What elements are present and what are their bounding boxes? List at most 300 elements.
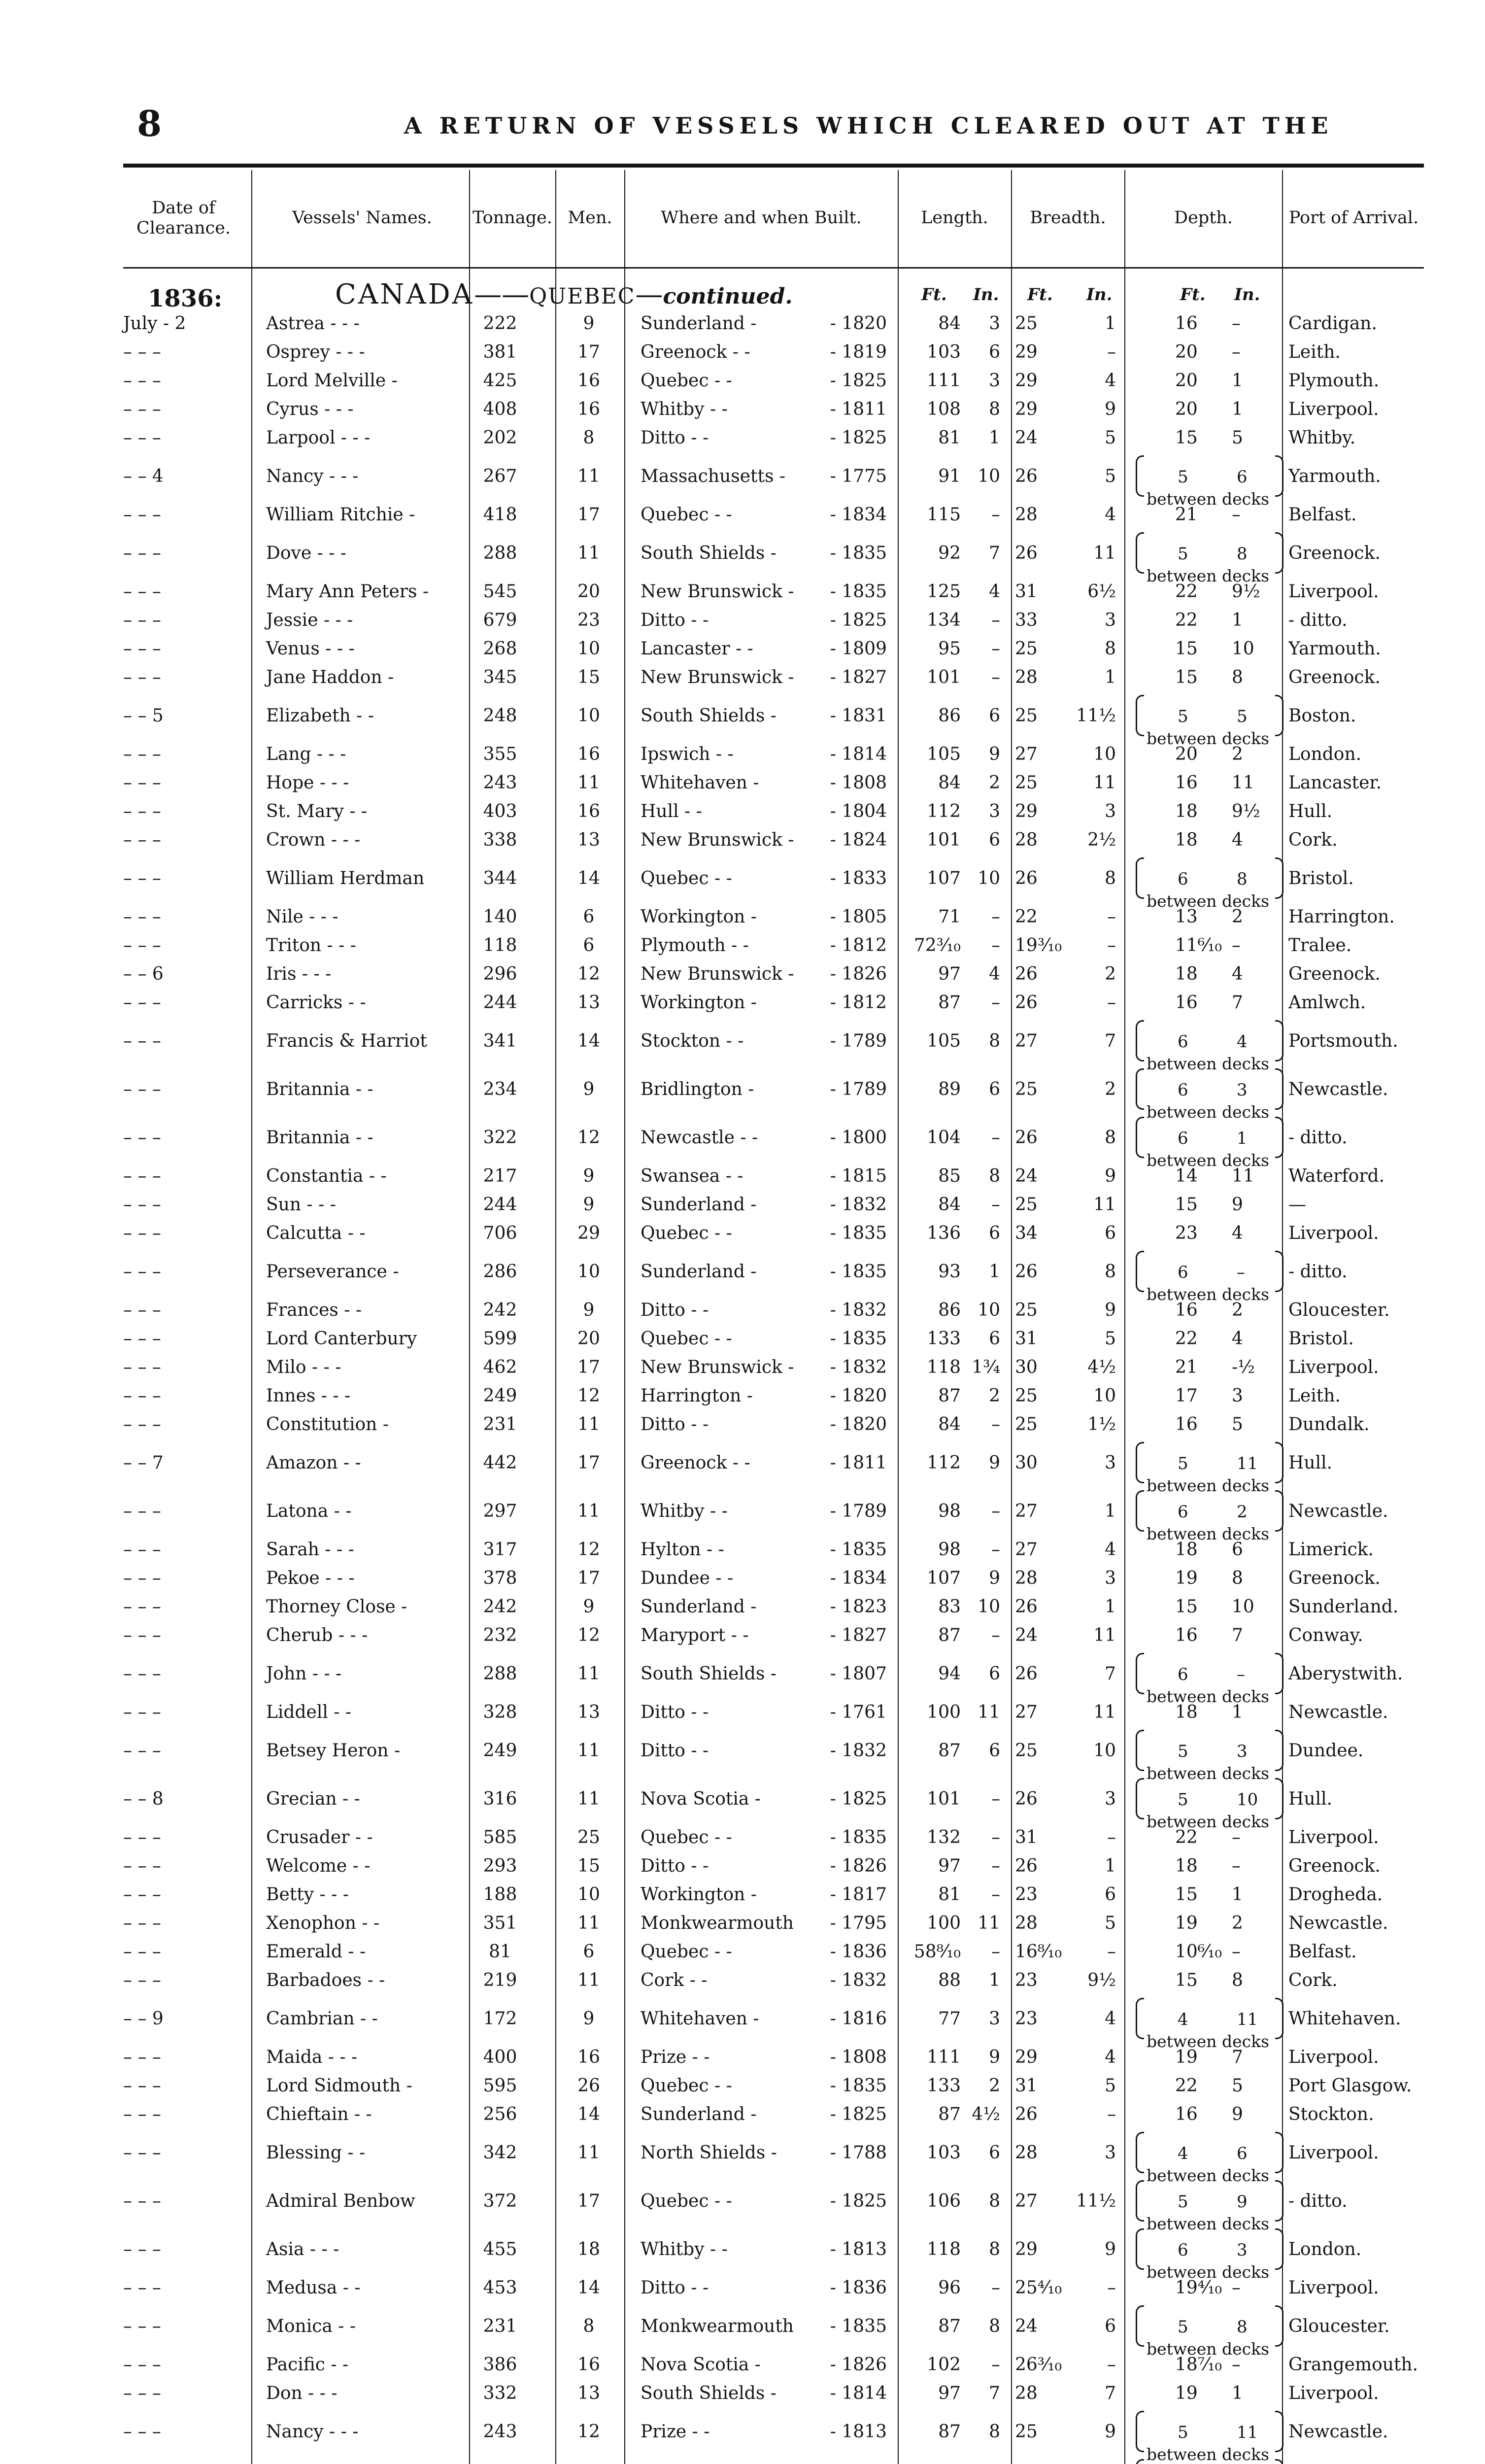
clearance-date: – – – [123, 1913, 161, 1933]
clearance-date: – – – [123, 638, 161, 659]
brace-right [1275, 2459, 1283, 2464]
section-canada: CANADA [335, 278, 474, 310]
tonnage: 249 [483, 1385, 517, 1406]
vessel-name: Crusader - - [266, 1827, 373, 1848]
between-decks-label: between decks [1147, 1763, 1270, 1783]
depth-between-decks [1136, 453, 1283, 509]
tonnage: 545 [483, 581, 517, 602]
depth-ft: 13 [1175, 906, 1198, 927]
breadth-in: 7 [1105, 2383, 1116, 2403]
length-ft: 101 [927, 667, 961, 687]
length-ft: 103 [927, 2142, 961, 2163]
build-place: Maryport - - [641, 1625, 749, 1645]
clearance-date: – – – [123, 667, 161, 687]
build-place: Quebec - - [641, 504, 732, 525]
between-decks-label: between decks [1147, 489, 1270, 509]
build-place: Cork - - [641, 1970, 708, 1990]
length-ft: 87 [938, 2316, 961, 2336]
port-of-arrival: Gloucester. [1288, 1300, 1390, 1320]
depth-between-decks [1136, 2457, 1283, 2464]
vessel-name: Betty - - - [266, 1884, 349, 1905]
between-decks-label: between decks [1147, 2339, 1270, 2359]
breadth-in: – [1107, 1941, 1116, 1962]
crew-count: 16 [577, 399, 600, 419]
length-in: 9 [989, 1568, 1000, 1588]
tonnage: 267 [483, 466, 517, 486]
depth-in: 6 [1237, 2144, 1248, 2163]
crew-count: 12 [577, 963, 600, 984]
build-year: - 1826 [830, 963, 887, 984]
clearance-date: – – – [123, 1827, 161, 1848]
build-year: - 1835 [830, 581, 887, 602]
build-place: Quebec - - [641, 1941, 732, 1962]
crew-count: 11 [577, 2142, 600, 2163]
length-in: 10 [978, 868, 1000, 889]
breadth-in: – [1107, 906, 1116, 927]
table-row [0, 1326, 1485, 1351]
depth-in: 5 [1232, 1414, 1243, 1435]
brace-right [1275, 1730, 1283, 1771]
clearance-date: – – – [123, 2075, 161, 2096]
crew-count: 16 [577, 2047, 600, 2067]
brace-left [1136, 1653, 1144, 1694]
breadth-in: – [1107, 342, 1116, 362]
depth-ft: 15 [1175, 427, 1198, 448]
breadth-in: 6 [1105, 1884, 1116, 1905]
breadth-in: – [1107, 2277, 1116, 2298]
vessel-name: Liddell - - [266, 1702, 352, 1722]
build-year: - 1835 [830, 1223, 887, 1243]
port-of-arrival: Liverpool. [1288, 399, 1379, 419]
table-row [0, 1383, 1485, 1408]
depth-in: – [1232, 342, 1241, 362]
clearance-date: – – 5 [123, 705, 164, 726]
vessel-name [266, 2457, 463, 2464]
build-year: - 1835 [830, 543, 887, 563]
table-row [0, 798, 1485, 824]
breadth-ft: 24 [1015, 2316, 1038, 2336]
vessel-name: Admiral Benbow [266, 2190, 415, 2211]
length-ft: 89 [938, 1079, 961, 1099]
header-tonnage: Tonnage. [472, 208, 552, 228]
build-place: New Brunswick - [641, 829, 794, 850]
vessel-name: William Herdman [266, 868, 425, 889]
depth-ft: 5 [1178, 2423, 1188, 2442]
crew-count: 11 [577, 1663, 600, 1684]
clearance-date: – – – [123, 1596, 161, 1617]
clearance-date: – – 9 [123, 2008, 164, 2029]
crew-count: 9 [583, 1300, 595, 1320]
build-place: Ditto - - [641, 1300, 709, 1320]
tonnage: 706 [483, 1223, 517, 1243]
unit-breadth-in: In. [1086, 285, 1113, 305]
vessel-name: Constantia - - [266, 1165, 387, 1186]
vessel-name: Lang - - - [266, 744, 346, 764]
crew-count: 11 [577, 1501, 600, 1521]
table-row [0, 2457, 1485, 2464]
crew-count: 10 [577, 1884, 600, 1905]
breadth-ft: 26 [1015, 2104, 1038, 2124]
crew-count: 12 [577, 1127, 600, 1148]
depth-in: 4 [1232, 963, 1243, 984]
port-of-arrival: Yarmouth. [1288, 466, 1381, 486]
table-row [0, 1699, 1485, 1725]
breadth-in: 5 [1105, 2075, 1116, 2096]
clearance-date: – – – [123, 1625, 161, 1645]
clearance-date: – – – [123, 1855, 161, 1876]
depth-in: – [1232, 313, 1241, 334]
between-decks-label: between decks [1147, 891, 1270, 911]
depth-ft: 6 [1178, 869, 1188, 889]
breadth-in: 1 [1105, 667, 1116, 687]
depth-in: 1 [1237, 1129, 1248, 1148]
tonnage: 595 [483, 2075, 517, 2096]
build-year: - 1835 [830, 1539, 887, 1560]
length-in: – [991, 2277, 1000, 2298]
tonnage: 322 [483, 1127, 517, 1148]
tonnage: 249 [483, 1740, 517, 1761]
brace-left [1136, 2180, 1144, 2222]
crew-count: 13 [577, 829, 600, 850]
length-ft: 91 [938, 466, 961, 486]
crew-count: 11 [577, 466, 600, 486]
build-year: - 1804 [830, 801, 887, 821]
breadth-ft: 26 [1015, 1261, 1038, 1282]
build-place: Greenock - - [641, 1452, 750, 1473]
length-ft: 112 [927, 1452, 961, 1473]
length-in: 7 [989, 2383, 1000, 2403]
tonnage: 244 [483, 992, 517, 1013]
depth-ft: 6 [1178, 1263, 1188, 1282]
build-place: New Brunswick - [641, 667, 794, 687]
length-ft: 87 [938, 992, 961, 1013]
crew-count: 15 [577, 667, 600, 687]
length-ft: 84 [938, 1414, 961, 1435]
breadth-in: – [1107, 935, 1116, 956]
length-ft: 87 [938, 2104, 961, 2124]
build-year: - 1832 [830, 1970, 887, 1990]
clearance-date: – – – [123, 906, 161, 927]
crew-count: 18 [577, 2239, 600, 2259]
length-ft: 118 [927, 2239, 961, 2259]
port-of-arrival: Liverpool. [1288, 2383, 1379, 2403]
depth-in: 7 [1232, 2047, 1243, 2067]
depth-in: 5 [1232, 427, 1243, 448]
table-row [0, 1115, 1485, 1170]
breadth-in: 8 [1105, 638, 1116, 659]
table-row [0, 1882, 1485, 1907]
breadth-in: 10 [1093, 1385, 1116, 1406]
tonnage: 231 [483, 2316, 517, 2336]
depth-ft: 6 [1178, 1502, 1188, 1522]
length-ft: 97 [938, 963, 961, 984]
crew-count: 9 [583, 313, 595, 334]
crew-count: 17 [577, 342, 600, 362]
depth-ft: 6 [1178, 1080, 1188, 1100]
depth-ft: 19 [1175, 2047, 1198, 2067]
breadth-ft: 27 [1015, 1539, 1038, 1560]
tonnage: 403 [483, 801, 517, 821]
vessel-name: William Ritchie - [266, 504, 415, 525]
tonnage: 418 [483, 504, 517, 525]
unit-depth-in: In. [1234, 285, 1260, 305]
clearance-date: – – – [123, 2142, 161, 2163]
brace-left [1136, 2411, 1144, 2452]
vessel-name: Sun - - - [266, 1194, 336, 1215]
depth-ft: 6 [1178, 1032, 1188, 1052]
length-in: 6 [989, 1663, 1000, 1684]
brace-left [1136, 2459, 1144, 2464]
build-place: Prize - - [641, 2421, 710, 2442]
crew-count: 16 [577, 2354, 600, 2375]
crew-count: 14 [577, 1030, 600, 1051]
table-row [0, 502, 1485, 527]
length-in: 8 [989, 2316, 1000, 2336]
build-year: - 1825 [830, 370, 887, 391]
port-of-arrival: - ditto. [1288, 1261, 1348, 1282]
breadth-in: 11 [1093, 1702, 1116, 1722]
table-row [0, 2226, 1485, 2282]
depth-ft: 6 [1178, 2240, 1188, 2260]
length-ft: 87 [938, 2421, 961, 2442]
top-rule [123, 164, 1424, 168]
table-row [0, 1297, 1485, 1323]
table-row [0, 1651, 1485, 1706]
breadth-ft: 29 [1015, 342, 1038, 362]
breadth-ft: 26 [1015, 1788, 1038, 1809]
build-year: - 1815 [830, 1165, 887, 1186]
port-of-arrival: Hull. [1288, 801, 1333, 821]
clearance-date: – – 8 [123, 1788, 164, 1809]
table-row [0, 1824, 1485, 1850]
length-in: 4 [989, 581, 1000, 602]
build-year: - 1832 [830, 1194, 887, 1215]
build-place: Ditto - - [641, 2277, 709, 2298]
length-ft: 105 [927, 744, 961, 764]
tonnage: 222 [483, 313, 517, 334]
breadth-ft: 25 [1015, 1300, 1038, 1320]
crew-count: 17 [577, 1452, 600, 1473]
build-year: - 1809 [830, 638, 887, 659]
breadth-in: 1 [1105, 1501, 1116, 1521]
vessel-name: Constitution - [266, 1414, 389, 1435]
clearance-date: – – – [123, 1501, 161, 1521]
build-place: Quebec - - [641, 868, 732, 889]
between-decks-label: between decks [1147, 2262, 1270, 2282]
depth-ft: 22 [1175, 581, 1198, 602]
brace-right [1275, 1442, 1283, 1483]
header-vessel-name: Vessels' Names. [292, 208, 432, 228]
section-quebec: QUEBEC [529, 284, 636, 309]
clearance-date: – – – [123, 1941, 161, 1962]
build-place: Hylton - - [641, 1539, 724, 1560]
depth-between-decks [1136, 693, 1283, 748]
tonnage: 442 [483, 1452, 517, 1473]
vessel-name: Grecian - - [266, 1788, 360, 1809]
crew-count: 17 [577, 1568, 600, 1588]
port-of-arrival: Portsmouth. [1288, 1030, 1398, 1051]
crew-count: 6 [583, 1941, 595, 1962]
depth-in: 9 [1237, 2192, 1248, 2212]
breadth-in: 3 [1105, 2142, 1116, 2163]
table-row [0, 1910, 1485, 1936]
breadth-ft: 25 [1015, 313, 1038, 334]
clearance-date: – – – [123, 610, 161, 630]
depth-in: 11 [1232, 1165, 1254, 1186]
table-row [0, 1537, 1485, 1562]
vessel-name: Mary Ann Peters - [266, 581, 429, 602]
port-of-arrival: Grangemouth. [1288, 2354, 1418, 2375]
depth-ft: 17 [1175, 1385, 1198, 1406]
breadth-in: 5 [1105, 427, 1116, 448]
depth-ft: 16 [1175, 313, 1198, 334]
table-row [0, 1967, 1485, 1993]
breadth-ft: 26 [1015, 992, 1038, 1013]
crew-count: 11 [577, 1788, 600, 1809]
clearance-date: – – – [123, 2383, 161, 2403]
breadth-in: 11 [1093, 1194, 1116, 1215]
depth-ft: 19 [1175, 1568, 1198, 1588]
table-row [0, 1488, 1485, 1543]
vessel-name: Britannia - - [266, 1079, 373, 1099]
depth-ft: 5 [1178, 707, 1188, 726]
table-row [0, 1622, 1485, 1648]
depth-in: 7 [1232, 992, 1243, 1013]
tonnage: 332 [483, 2383, 517, 2403]
vessel-name: Larpool - - - [266, 427, 371, 448]
depth-in: 11 [1237, 2423, 1258, 2442]
build-place: South Shields - [641, 543, 776, 563]
build-place: Quebec - - [641, 1223, 732, 1243]
build-place: Sunderland - [641, 1596, 757, 1617]
port-of-arrival: Port Glasgow. [1288, 2075, 1412, 2096]
depth-ft: 15 [1175, 1884, 1198, 1905]
length-in: – [991, 610, 1000, 630]
table-row [0, 2380, 1485, 2406]
depth-in: 8 [1237, 2317, 1248, 2337]
crew-count: 16 [577, 370, 600, 391]
length-in: 7 [989, 543, 1000, 563]
depth-in: 2 [1232, 906, 1243, 927]
breadth-ft: 26 [1015, 543, 1038, 563]
breadth-in: 11 [1093, 543, 1116, 563]
clearance-date: – – – [123, 772, 161, 793]
depth-in: 8 [1237, 869, 1248, 889]
breadth-in: 11½ [1076, 705, 1116, 726]
depth-in: – [1237, 1263, 1245, 1282]
vessel-name: Frances - - [266, 1300, 362, 1320]
breadth-ft: 34 [1015, 1223, 1038, 1243]
depth-ft: 16 [1175, 1300, 1198, 1320]
vessel-name: Welcome - - [266, 1855, 371, 1876]
length-ft: 125 [927, 581, 961, 602]
length-in: – [991, 1501, 1000, 1521]
length-ft: 84 [938, 313, 961, 334]
crew-count: 12 [577, 1385, 600, 1406]
port-of-arrival: Newcastle. [1288, 1702, 1388, 1722]
breadth-ft: 26 [1015, 1663, 1038, 1684]
build-year: - 1831 [830, 705, 887, 726]
crew-count: 9 [583, 1079, 595, 1099]
depth-in: 11 [1237, 1454, 1258, 1473]
tonnage: 243 [483, 2421, 517, 2442]
brace-right [1275, 2228, 1283, 2270]
breadth-ft: 25 [1015, 2421, 1038, 2442]
build-place: Ditto - - [641, 1414, 709, 1435]
table-row [0, 1440, 1485, 1495]
crew-count: 17 [577, 1357, 600, 1377]
vessel-name: Monica - - [266, 2316, 356, 2336]
depth-between-decks [1136, 1066, 1283, 1122]
length-in: 2 [989, 772, 1000, 793]
breadth-in: 9½ [1087, 1970, 1116, 1990]
port-of-arrival: Belfast. [1288, 1941, 1357, 1962]
between-decks-label: between decks [1147, 728, 1270, 748]
crew-count: 17 [577, 2190, 600, 2211]
breadth-in: 4 [1105, 2047, 1116, 2067]
depth-between-decks [1136, 2130, 1283, 2185]
breadth-ft: 25 [1015, 705, 1038, 726]
breadth-in: 4 [1105, 2008, 1116, 2029]
crew-count: 16 [577, 744, 600, 764]
build-year: - 1835 [830, 1328, 887, 1349]
crew-count: 10 [577, 1261, 600, 1282]
build-place: Swansea - - [641, 1165, 743, 1186]
length-ft: 87 [938, 1740, 961, 1761]
crew-count: 11 [577, 1970, 600, 1990]
depth-in: -½ [1232, 1357, 1255, 1377]
length-ft: 107 [927, 1568, 961, 1588]
port-of-arrival: Cork. [1288, 829, 1338, 850]
table-row [0, 1728, 1485, 1783]
breadth-ft: 30 [1015, 1357, 1038, 1377]
depth-ft: 5 [1178, 2317, 1188, 2337]
breadth-ft: 25 [1015, 772, 1038, 793]
depth-ft: 16 [1175, 2104, 1198, 2124]
build-year: - 1812 [830, 935, 887, 956]
build-place: Workington - [641, 1884, 757, 1905]
port-of-arrival: Liverpool. [1288, 1223, 1379, 1243]
length-ft: 81 [938, 1884, 961, 1905]
build-place: South Shields - [641, 1663, 776, 1684]
depth-in: 10 [1237, 1790, 1258, 1810]
build-year: - 1814 [830, 2383, 887, 2403]
breadth-ft: 19³⁄₁₀ [1015, 935, 1062, 956]
clearance-date: – – – [123, 1663, 161, 1684]
port-of-arrival: Leith. [1288, 342, 1341, 362]
table-row [0, 310, 1485, 336]
length-ft: 101 [927, 1788, 961, 1809]
build-place: Massachusetts - [641, 466, 786, 486]
build-year: - 1789 [830, 1079, 887, 1099]
clearance-date: – – 6 [123, 963, 164, 984]
build-place: Sunderland - [641, 313, 757, 334]
tonnage: 316 [483, 1788, 517, 1809]
table-row [0, 1066, 1485, 1122]
clearance-date: – – – [123, 801, 161, 821]
depth-ft: 4 [1178, 2144, 1188, 2163]
crew-count: 10 [577, 705, 600, 726]
clearance-date: – – – [123, 1568, 161, 1588]
clearance-date: – – – [123, 2277, 161, 2298]
length-in: – [991, 1788, 1000, 1809]
depth-in: 9½ [1232, 581, 1260, 602]
clearance-date: – – – [123, 2047, 161, 2067]
depth-ft: 22 [1175, 610, 1198, 630]
tonnage: 328 [483, 1702, 517, 1722]
depth-in: 6 [1237, 467, 1248, 487]
length-in: 1 [989, 1970, 1000, 1990]
